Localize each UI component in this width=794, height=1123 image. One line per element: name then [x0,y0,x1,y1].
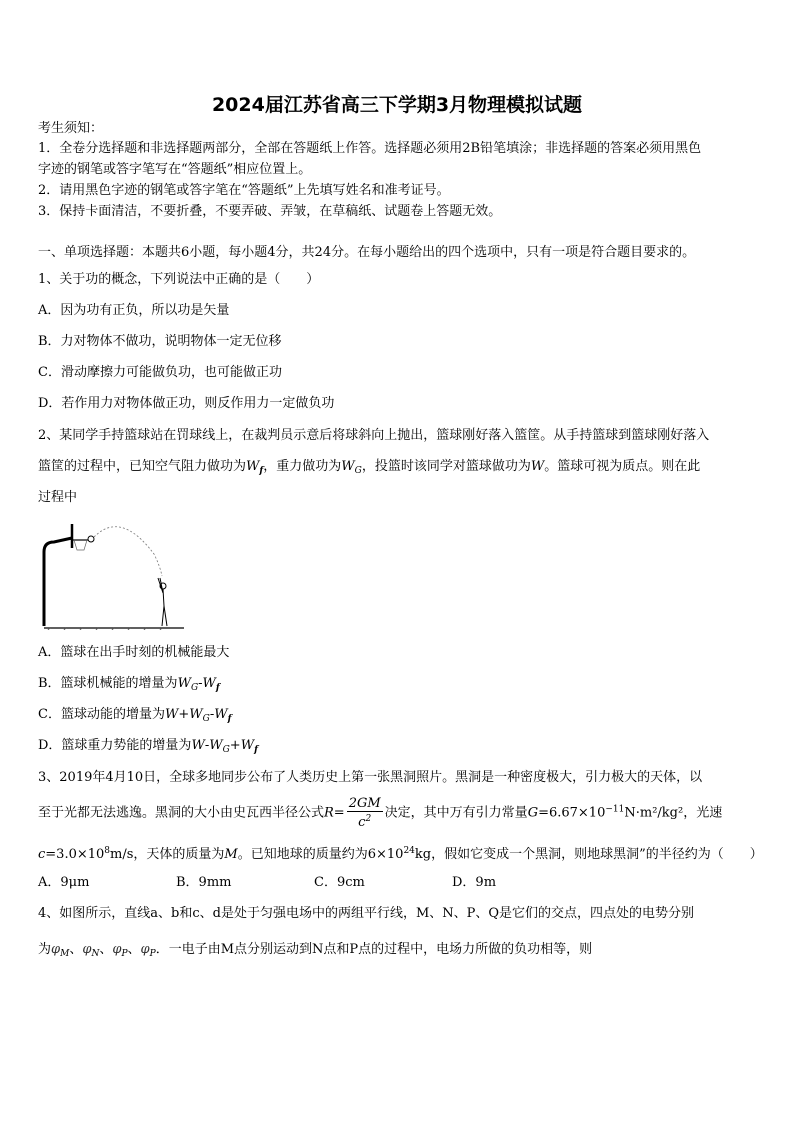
q2-stem-line-2: 篮筐的过程中，已知空气阻力做功为$W_f$，重力做功为$W_G$，投篮时该同学对篮球做功为W。篮球可视为质点。则在此 [38,459,701,476]
basketball-figure [36,518,186,630]
q3-option-a: A．9μm [38,875,90,890]
schwarzschild-fraction: $\frac{2GM}{c^2}$ [348,796,381,830]
q2-stem-line-1: 2、某同学手持篮球站在罚球线上，在裁判员示意后将球斜向上抛出，篮球刚好落入篮筐。从手持篮球到篮球刚好落入 [38,428,710,443]
page-title: 2024届江苏省高三下学期3月物理模拟试题 [211,94,583,116]
q2-stem-line-3: 过程中 [38,490,78,505]
q2-option-d: D．篮球重力势能的增量为$W-W_G+W_f$ [38,738,258,755]
q3-stem-line-2: 至于光都无法逃逸。黑洞的大小由史瓦西半径公式R= $\frac{2GM}{c^2}$ 决定，其中万有引力常量$G=6.67\times 10^{-11}N\cdot m^2$/kg²，光速 [38,796,723,830]
q2-option-c: C．篮球动能的增量为$W+W_G-W_f$ [38,707,232,724]
q3-option-c: C．9cm [314,875,365,890]
q1-option-b: B．力对物体不做功，说明物体一定无位移 [38,334,282,349]
ball-trajectory [94,527,162,576]
q3-option-b: B．9mm [176,875,232,890]
notice-item-2: 2．请用黑色字迹的钢笔或答字笔在“答题纸”上先填写姓名和准考证号。 [38,183,450,198]
q2-option-b: B．篮球机械能的增量为$W_G-W_f$ [38,676,220,693]
q1-option-d: D．若作用力对物体做正功，则反作用力一定做负功 [38,396,335,411]
q2-option-a: A．篮球在出手时刻的机械能最大 [38,645,230,660]
basketball [88,536,94,542]
q1-stem: 1、关于功的概念，下列说法中正确的是（ ） [38,272,320,287]
q4-stem-line-2: 为$\varphi_M$、$\varphi_N$、$\varphi_P$、$\varphi_P$．一电子由M点分别运动到N点和P点的过程中，电场力所做的负功相等，则 [38,942,593,959]
hoop-pole [44,538,72,626]
notice-item-1: 1．全卷分选择题和非选择题两部分，全部在答题纸上作答。选择题必须用2B铅笔填涂；非选择题的答案必须用黑色 [38,141,702,156]
q4-stem-line-1: 4、如图所示，直线a、b和c、d是处于匀强电场中的两组平行线，M、N、P、Q是它们的交点，四点处的电势分别 [38,906,695,921]
q1-option-a: A．因为功有正负，所以功是矢量 [38,303,230,318]
q3-option-d: D．9m [452,875,497,890]
player-figure [158,578,167,626]
q3-stem-line-3: $c=3.0\times 10^8m/s$，天体的质量为M。已知地球的质量约为$6\times 10^{24}kg$，假如它变成一个黑洞，则地球黑洞”的半径约为（ ） [38,846,763,862]
notice-item-1-cont: 字迹的钢笔或答字笔写在“答题纸”相应位置上。 [38,162,312,177]
hoop-net [74,540,87,550]
notice-item-3: 3．保持卡面清洁，不要折叠，不要弄破、弄皱，在草稿纸、试题卷上答题无效。 [38,204,502,219]
q3-stem-line-1: 3、2019年4月10日，全球多地同步公布了人类历史上第一张黑洞照片。黑洞是一种密度极大，引力极大的天体，以 [38,770,703,785]
notice-heading: 考生须知： [38,121,104,136]
q1-option-c: C．滑动摩擦力可能做负功，也可能做正功 [38,365,282,380]
section-1-header: 一、单项选择题：本题共6小题，每小题4分，共24分。在每小题给出的四个选项中，只有一项是符合题目要求的。 [38,245,696,260]
